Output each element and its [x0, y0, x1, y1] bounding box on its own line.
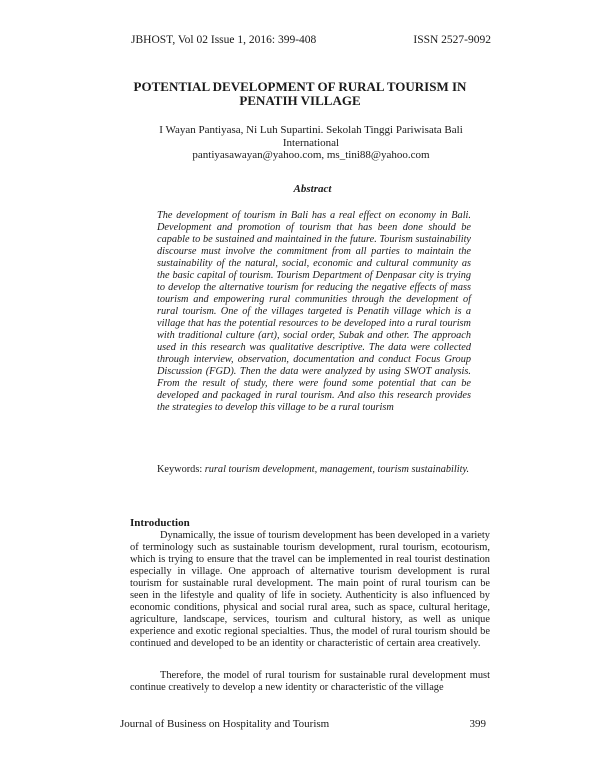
author-emails: pantiyasawayan@yahoo.com, ms_tini88@yahoo.com: [192, 149, 430, 161]
journal-reference: JBHOST, Vol 02 Issue 1, 2016: 399-408: [131, 34, 317, 46]
introduction-paragraph-2: Therefore, the model of rural tourism for sustainable rural development must continue creatively to develop a new identity or characteristic of the village: [130, 670, 490, 693]
footer-journal-name: Journal of Business on Hospitality and Tourism: [120, 718, 330, 730]
issn: ISSN 2527-9092: [413, 34, 491, 46]
author-names: I Wayan Pantiyasa, Ni Luh Supartini. Sekolah Tinggi Pariwisata Bali: [159, 124, 463, 136]
abstract-body: The development of tourism in Bali has a real effect on economy in Bali. Development and promotion of tourism that has been done should be capable to be sustained and maintained in the future. Tourism sustainability discourse must involve the commitment from all parties to maintain the sustainability of the natural, social, economic and cultural community as the basic capital of tourism. Tourism Department of Denpasar city is trying to develop the alternative tourism for reducing the negative effects of mass tourism and empowering rural communities through the development of rural tourism. One of the villages targeted is Penatih village which is a village that has the potential resources to be developed into a rural tourism with traditional culture (art), social order, Subak and other. The approach used in this research was qualitative descriptive. The data were collected through interview, observation, documentation and conduct Focus Group Discussion (FGD). Then the data were analyzed by using SWOT analysis. From the result of study, there were found some potential that can be developed and packaged in rural tourism. And also this research provides the strategies to develop this village to be a rural tourism: [157, 210, 471, 413]
keywords-text: rural tourism development, management, tourism sustainability.: [204, 464, 470, 475]
title-line-2: PENATIH VILLAGE: [239, 93, 361, 108]
paper-title: [100, 80, 500, 108]
introduction-paragraph-1: Dynamically, the issue of tourism development has been developed in a variety of terminology such as sustainable tourism development, rural tourism, ecotourism, which is trying to ensure that the travel can be implemented in real tourist destination especially in village. One approach of alternative tourism development is rural tourism for sustainable rural development. The main point of rural tourism can be seen in the lifestyle and quality of life in society. Authenticity is also influenced by economic conditions, physical and social rural area, such as space, cultural heritage, agriculture, landscape, services, tourism and cultural history, as well as unique experience and exotic regional specialties. Thus, the model of rural tourism should be continued and developed to be an identity or characteristic of certain area creatively.: [130, 530, 490, 649]
author-affiliation: International: [282, 136, 340, 149]
author-block: [130, 124, 492, 162]
section-heading-introduction: Introduction: [130, 517, 190, 529]
abstract-heading: Abstract: [293, 183, 332, 195]
page-number: 399: [469, 718, 486, 730]
keywords-label: Keywords:: [157, 464, 203, 475]
keywords: [157, 464, 471, 476]
title-line-1: POTENTIAL DEVELOPMENT OF RURAL TOURISM IN: [133, 79, 467, 94]
